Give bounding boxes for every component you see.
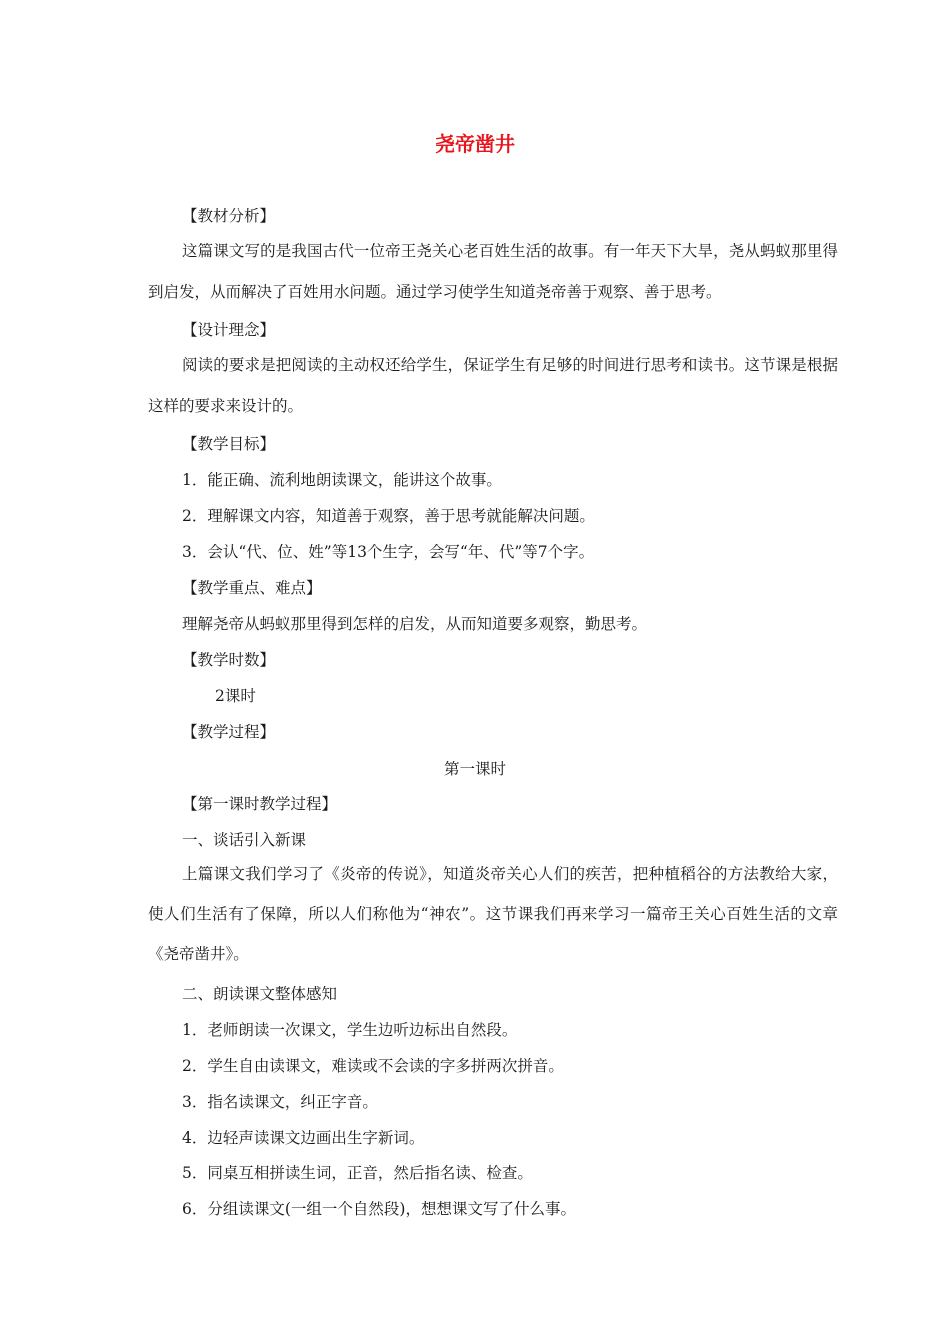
reading-step-item: 3．指名读课文，纠正字音。 (182, 1093, 378, 1111)
teaching-hours-value: 2课时 (215, 687, 256, 705)
goal-item: 2．理解课文内容，知道善于观察，善于思考就能解决问题。 (182, 507, 595, 525)
reading-step-item: 6．分组读课文(一组一个自然段)，想想课文写了什么事。 (182, 1200, 576, 1218)
paragraph-intro: 上篇课文我们学习了《炎帝的传说》，知道炎帝关心人们的疾苦，把种植稻谷的方法教给大家，使人们生活有了保障，所以人们称他为“神农”。这节课我们再来学习一篇帝王关心百姓生活的文章《尧帝凿井》。 (148, 865, 838, 963)
reading-step-item: 5．同桌互相拼读生词，正音，然后指名读、检查。 (182, 1164, 533, 1182)
reading-step-item: 4．边轻声读课文边画出生字新词。 (182, 1129, 425, 1147)
paragraph-textbook-analysis: 这篇课文写的是我国古代一位帝王尧关心老百姓生活的故事。有一年天下大旱，尧从蚂蚁那里得到启发，从而解决了百姓用水问题。通过学习使学生知道尧帝善于观察、善于思考。 (148, 242, 838, 301)
heading-lesson-one-process: 【第一课时教学过程】 (182, 795, 338, 813)
goal-item: 1．能正确、流利地朗读课文，能讲这个故事。 (182, 471, 502, 489)
paragraph-key-points: 理解尧帝从蚂蚁那里得到怎样的启发，从而知道要多观察，勤思考。 (182, 615, 648, 633)
heading-teaching-hours: 【教学时数】 (182, 651, 276, 669)
lesson-one-label: 第一课时 (443, 760, 506, 778)
paragraph-design-concept: 阅读的要求是把阅读的主动权还给学生，保证学生有足够的时间进行思考和读书。这节课是根据这样的要求来设计的。 (148, 356, 838, 415)
document-title: 尧帝凿井 (435, 132, 515, 156)
heading-teaching-process: 【教学过程】 (182, 723, 276, 741)
reading-step-item: 1．老师朗读一次课文，学生边听边标出自然段。 (182, 1021, 518, 1039)
step-heading: 一、谈话引入新课 (182, 831, 307, 849)
heading-textbook-analysis: 【教材分析】 (182, 207, 276, 225)
reading-step-item: 2．学生自由读课文，难读或不会读的字多拼两次拼音。 (182, 1057, 564, 1075)
step-heading: 二、朗读课文整体感知 (182, 985, 338, 1003)
heading-teaching-goals: 【教学目标】 (182, 435, 276, 453)
heading-design-concept: 【设计理念】 (182, 321, 276, 339)
goal-item: 3．会认“代、位、姓”等13个生字，会写“年、代”等7个字。 (182, 543, 595, 561)
heading-key-points: 【教学重点、难点】 (182, 579, 322, 597)
